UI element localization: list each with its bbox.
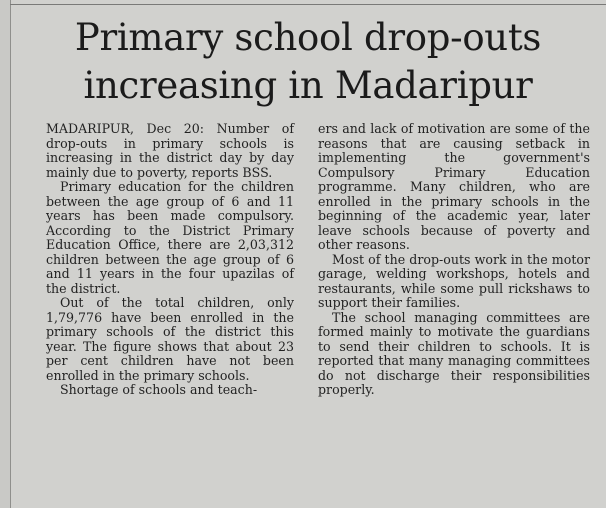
top-rule: [10, 4, 606, 5]
paragraph: Out of the total children, only 1,79,776 have been enrolled in the primary schools of the district this year. The figure shows that about 23 per cent children have not been enrolled in the primary schools.: [46, 295, 294, 383]
headline-line-2: increasing in Madaripur: [83, 64, 533, 107]
paragraph: Shortage of schools and teach-: [60, 382, 258, 397]
headline-line-1: Primary school drop-outs: [74, 16, 542, 59]
paragraph: MADARIPUR, Dec 20: Number of drop-outs in primary schools is increasing in the district day by day mainly due to poverty, reports BSS.: [46, 121, 294, 180]
paragraph: Primary education for the children between the age group of 6 and 11 years has been made compulsory. According to the District Primary Education Office, there are 2,03,312 children between the age group of 6 and 11 years in the four upazilas of the district.: [46, 179, 294, 296]
paragraph: The school managing committees are formed mainly to motivate the guardians to send their children to schools. It is reported that many managing committees do not discharge their responsibilities properly.: [318, 309, 590, 397]
paragraph: Most of the drop-outs work in the motor garage, welding workshops, hotels and restaurants, while some pull rickshaws to support their families.: [318, 251, 590, 310]
headline: [10, 14, 606, 110]
paragraph: ers and lack of motivation are some of the reasons that are causing setback in implementing the government's Compulsory Primary Education programme. Many children, who are enrolled in the primary schools in the beginning of the academic year, later leave schools because of poverty and other reasons.: [318, 121, 590, 252]
left-column: [46, 122, 294, 398]
right-column: [318, 122, 590, 398]
